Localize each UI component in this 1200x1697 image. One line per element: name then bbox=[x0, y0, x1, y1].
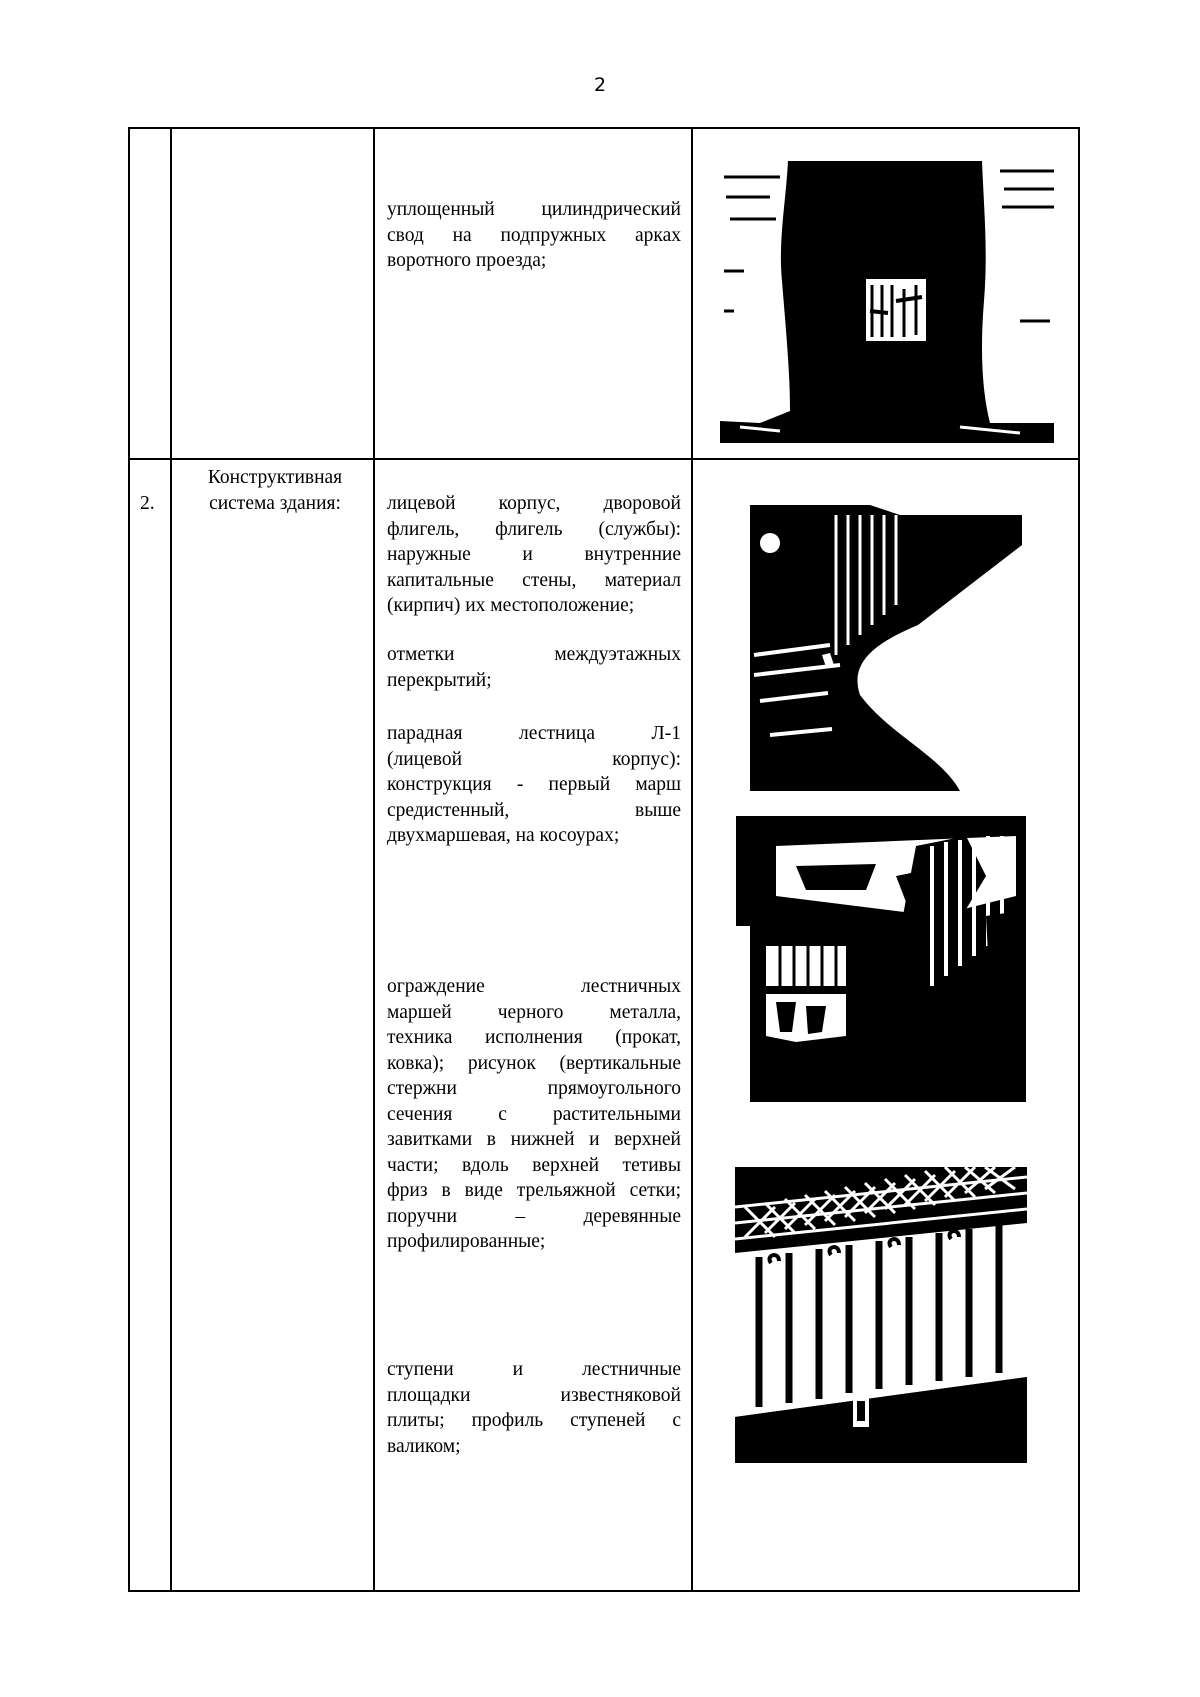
page-number: 2 bbox=[593, 74, 607, 96]
column-divider-label bbox=[373, 127, 375, 1592]
row2-paragraph-walls bbox=[387, 491, 681, 619]
staircase-upper-photo bbox=[740, 505, 1022, 791]
row2-paragraph-floor-levels bbox=[387, 642, 681, 693]
table-border-bottom bbox=[128, 1590, 1080, 1592]
text-line: завитками в нижней и верхней bbox=[387, 1129, 681, 1150]
column-border-right bbox=[1078, 127, 1080, 1592]
column-border-left bbox=[128, 127, 130, 1592]
text-line: ковка); рисунок (вертикальные bbox=[387, 1052, 681, 1074]
text-line: средистенный, выше bbox=[387, 799, 681, 821]
text-line: (кирпич) их местоположение; bbox=[387, 595, 635, 616]
railing-photo bbox=[735, 1167, 1027, 1463]
text-line: плиты; профиль ступеней с bbox=[387, 1410, 681, 1431]
label-line: Конструктивная bbox=[207, 467, 343, 488]
column-divider-text bbox=[691, 127, 693, 1592]
vaulted-gateway-photo bbox=[720, 161, 1054, 443]
heritage-table bbox=[128, 127, 1080, 1592]
text-line: воротного проезда; bbox=[387, 250, 547, 271]
text-line: лицевой корпус, дворовой bbox=[387, 493, 681, 514]
text-line: техника исполнения (прокат, bbox=[387, 1027, 681, 1048]
text-line: ступени и лестничные bbox=[387, 1359, 681, 1380]
staircase-lower-photo bbox=[736, 806, 1026, 1102]
text-line: фриз в виде трельяжной сетки; bbox=[387, 1180, 681, 1201]
row-number: 2. bbox=[140, 493, 155, 514]
row2-paragraph-railing bbox=[387, 974, 681, 1255]
text-line: валиком; bbox=[387, 1435, 461, 1457]
text-line: парадная лестница Л-1 bbox=[387, 723, 681, 744]
text-line: стержни прямоугольного bbox=[387, 1078, 681, 1099]
text-line: флигель, флигель (службы): bbox=[387, 518, 681, 540]
column-divider-number bbox=[170, 127, 172, 1592]
text-line: сечения с растительными bbox=[387, 1103, 681, 1125]
text-line: ограждение лестничных bbox=[387, 976, 681, 997]
text-line: поручни – деревянные bbox=[387, 1205, 681, 1227]
text-line: уплощенный цилиндрический bbox=[387, 199, 681, 220]
text-line: перекрытий; bbox=[387, 669, 492, 691]
row2-paragraph-steps bbox=[387, 1357, 681, 1459]
row-divider bbox=[128, 458, 1080, 460]
text-line: двухмаршевая, на косоурах; bbox=[387, 825, 620, 846]
text-line: наружные и внутренние bbox=[387, 544, 681, 565]
label-line: система здания: bbox=[209, 492, 341, 514]
row1-description bbox=[387, 197, 681, 274]
text-line: маршей черного металла, bbox=[387, 1001, 681, 1023]
text-line: свод на подпружных арках bbox=[387, 224, 681, 246]
text-line: капитальные стены, материал bbox=[387, 569, 681, 591]
table-border-top bbox=[128, 127, 1080, 129]
text-line: конструкция - первый марш bbox=[387, 774, 681, 795]
text-line: площадки известняковой bbox=[387, 1384, 681, 1406]
text-line: (лицевой корпус): bbox=[387, 748, 681, 770]
text-line: части; вдоль верхней тетивы bbox=[387, 1154, 681, 1176]
row2-label bbox=[180, 465, 370, 516]
text-line: профилированные; bbox=[387, 1231, 546, 1252]
row2-paragraph-main-staircase bbox=[387, 721, 681, 849]
text-line: отметки междуэтажных bbox=[387, 644, 681, 665]
